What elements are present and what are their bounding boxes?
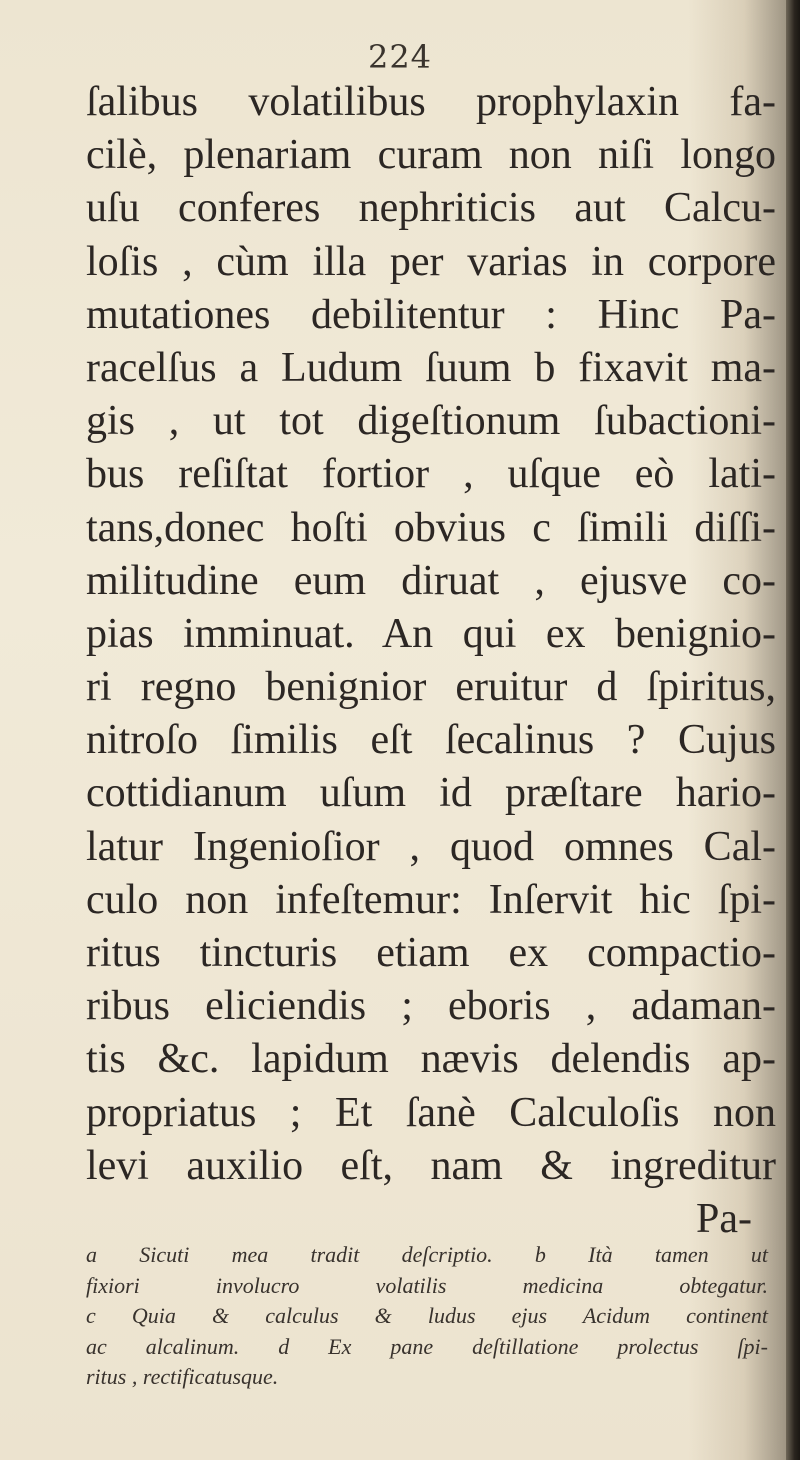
text-line: mutationes debilitentur : Hinc Pa- (86, 291, 776, 338)
text-line: cottidianum uſum id præſtare hario- (86, 770, 776, 817)
page-number: 224 (367, 38, 433, 76)
footnote-line: ac alcalinum. d Ex pane deſtillatione prolectus ſpi- (86, 1333, 768, 1359)
footnote-line: a Sicuti mea tradit deſcriptio. b Ità tamen ut (86, 1242, 768, 1267)
footnote-line: fixiori involucro volatilis medicina obtegatur. (86, 1272, 768, 1298)
text-line: levi auxilio eſt, nam & ingreditur (86, 1142, 776, 1189)
catchword: Pa- (696, 1195, 752, 1242)
text-line: ribus eliciendis ; eboris , adaman- (86, 983, 776, 1030)
main-text-block (86, 76, 776, 1246)
text-line: pias imminuat. An qui ex benignio- (86, 610, 776, 657)
text-line: tis &c. lapidum nævis delendis ap- (86, 1036, 776, 1083)
footnote-line: ritus , rectificatusque. (86, 1364, 279, 1389)
text-line: uſu conferes nephriticis aut Calcu- (86, 185, 776, 232)
footnotes-block (86, 1240, 768, 1393)
text-line: militudine eum diruat , ejusve co- (86, 557, 776, 604)
text-line: ritus tincturis etiam ex compactio- (86, 930, 776, 976)
text-line: latur Ingenioſior , quod omnes Cal- (86, 823, 776, 870)
text-line: bus reſiſtat fortior , uſque eò lati- (86, 451, 776, 498)
text-line: racelſus a Ludum ſuum b fixavit ma- (86, 344, 776, 391)
text-line: loſis , cùm illa per varias in corpore (86, 238, 776, 285)
text-line: ſalibus volatilibus prophylaxin fa- (86, 79, 776, 125)
text-line: tans,donec hoſti obvius c ſimili diſſi- (86, 504, 776, 551)
page-gutter-shadow (786, 0, 800, 1460)
footnote-line: c Quia & calculus & ludus ejus Acidum continent (86, 1303, 768, 1328)
text-line: ri regno benignior eruitur d ſpiritus, (86, 664, 776, 711)
text-line: propriatus ; Et ſanè Calculoſis non (86, 1089, 776, 1136)
text-line: gis , ut tot digeſtionum ſubactioni- (86, 398, 776, 445)
text-line: cilè, plenariam curam non niſi longo (86, 132, 776, 179)
text-line: nitroſo ſimilis eſt ſecalinus ? Cujus (86, 717, 776, 764)
text-line: culo non infeſtemur: Inſervit hic ſpi- (86, 876, 776, 923)
